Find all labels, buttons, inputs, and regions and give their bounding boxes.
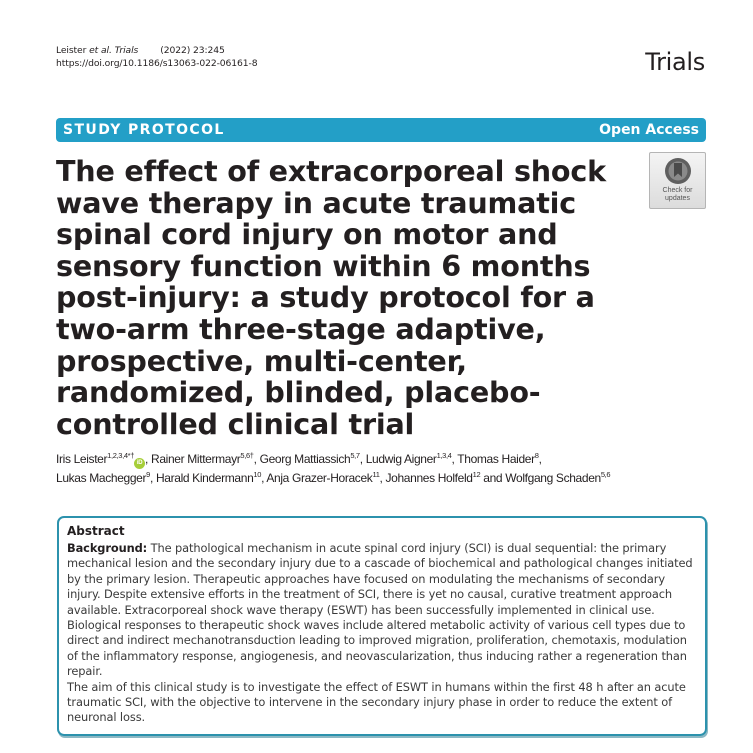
author[interactable]: Anja Grazer-Horacek$^{11}$ <box>266 470 380 485</box>
journal-name: Trials <box>645 48 705 76</box>
abstract-box <box>57 516 707 736</box>
author[interactable]: Johannes Holfeld$^{12}$ <box>385 470 481 485</box>
citation-volume: (2022) 23:245 <box>160 45 225 56</box>
author[interactable]: Ludwig Aigner$^{1,3,4}$ <box>365 451 452 466</box>
background-text: The pathological mechanism in acute spinal cord injury (SCI) is dual sequential: the primary mechanical lesion and the secondary injury due to a cascade of biochemical and pathological changes initiated by the primary lesion. Therapeutic approaches have focused on modulating the mechanisms of secondary injury. Despite extensive efforts in the treatment of SCI, there is yet no causal, curative treatment approach available. Extracorporeal shock wave therapy (ESWT) has been successfully implemented in clinical use. Biological responses to therapeutic shock waves include altered metabolic activity of various cell types due to direct and indirect mechanotransduction leading to improved migration, proliferation, chemotaxis, modulation of the inflammatory response, angiogenesis, and neovascularization, thus inducing rather a regeneration than repair. <box>67 541 693 679</box>
author[interactable]: Iris Leister$^{1,2,3,4*\dagger}$ <box>56 451 135 466</box>
author[interactable]: Wolfgang Schaden$^{5,6}$ <box>505 470 611 485</box>
author[interactable]: Georg Mattiassich$^{5,7}$ <box>259 451 360 466</box>
article-title: The effect of extracorporeal shock wave therapy in acute traumatic spinal cord injury on motor and sensory function within 6 months post-injury: a study protocol for a two-arm three-stage adaptive, prospective, multi-center, randomized, blinded, placebo-controlled clinical trial <box>56 154 606 441</box>
abstract-heading: Abstract <box>67 524 125 538</box>
open-access-label: Open Access <box>599 122 699 138</box>
citation-block <box>56 44 257 70</box>
check-for-updates-text: Check for updates <box>662 187 693 202</box>
author[interactable]: Thomas Haider$^8$ <box>457 451 539 466</box>
author[interactable]: Rainer Mittermayr$^{5,6\dagger}$ <box>151 451 254 466</box>
doi-link[interactable]: https://doi.org/10.1186/s13063-022-06161-8 <box>56 58 258 69</box>
author[interactable]: Harald Kindermann$^{10}$ <box>155 470 262 485</box>
citation-etal: et al. <box>89 45 112 56</box>
citation-journal: Trials <box>114 45 139 56</box>
author-list: Iris Leister$^{1,2,3,4*\dagger}$iD , Rainer Mittermayr$^{5,6\dagger}$, Georg Mattiassich$^{5,7}$, Ludwig Aigner$^{1,3,4}$, Thomas Haider$^8$, Lukas Machegger$^9$, Harald Kindermann$^{10}$, Anja Grazer-Horacek$^{11}$, Johannes Holfeld$^{12}$ and Wolfgang Schaden$^{5,6}$ <box>56 451 611 485</box>
abstract-background <box>67 541 697 680</box>
citation-author: Leister <box>56 45 87 56</box>
check-for-updates-badge[interactable] <box>649 152 706 209</box>
background-label: Background: <box>67 541 148 555</box>
crossmark-icon <box>663 156 693 186</box>
article-type-banner <box>56 118 706 142</box>
article-type: STUDY PROTOCOL <box>63 122 225 138</box>
author[interactable]: Lukas Machegger$^9$ <box>56 470 150 485</box>
abstract-aim: The aim of this clinical study is to investigate the effect of ESWT in humans within the first 48 h after an acute traumatic SCI, with the objective to intervene in the secondary injury phase in order to reduce the extent of neuronal loss. <box>67 679 686 725</box>
orcid-icon[interactable]: iD <box>134 458 145 469</box>
citation-line <box>56 44 257 57</box>
